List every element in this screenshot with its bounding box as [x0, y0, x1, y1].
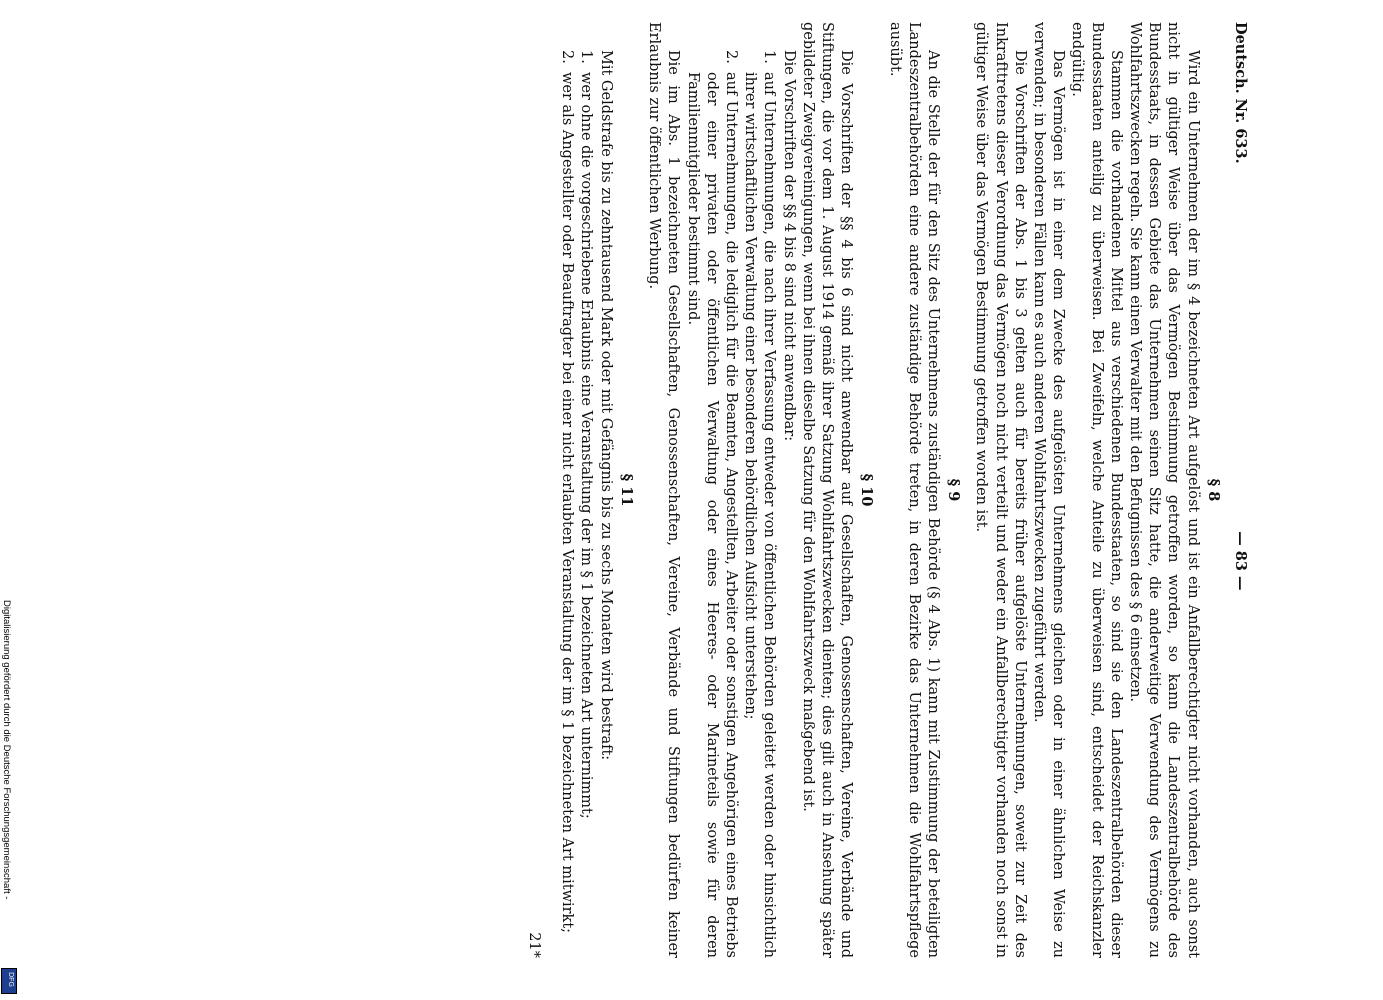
scanned-page: [248, 10, 1258, 970]
digitization-note-text: Digitalisierung gefördert durch die Deutsche Forschungsgemeinschaft -: [1, 600, 12, 900]
digitization-note: [2, 600, 22, 990]
page-header: [1231, 22, 1250, 958]
paragraph: Die Vorschriften der Abs. 1 bis 3 gelten auch für bereits früher aufgelöste Unternehmungen, soweit zur Zeit des Inkrafttretens dieser Verordnung das Vermögen noch nicht verteilt und weder ein Anfallberechtigter vorhanden noch sonst in gültiger Weise über das Vermögen Bestimmung getroffen worden ist.: [973, 22, 1028, 958]
list-item: [557, 50, 576, 958]
section-heading: § 8: [1204, 478, 1222, 502]
paragraph: Die Vorschriften der §§ 4 bis 6 sind nicht anwendbar auf Gesellschaften, Genossenschaften, Vereine, Verbände und Stiftungen, die vor dem 1. August 1914 gemäß ihrer Satzung Wohlfahrtszwecken dienten; dies gilt auch in Ansehung später gebildeter Zweigvereinigungen, wenn bei ihnen dieselbe Satzung für den Wohlfahrtszweck maßgebend ist.: [799, 22, 855, 958]
rotated-page-content: [248, 10, 1258, 970]
page-number: — 83 —: [1232, 531, 1249, 591]
list-number: 2.: [722, 50, 739, 64]
section-heading: § 11: [617, 473, 635, 507]
list-text: wer ohne die vorgeschriebene Erlaubnis eine Veranstaltung der im § 1 bezeichneten Art unternimmt;: [578, 72, 595, 819]
dfg-logo-text: DFG: [6, 972, 14, 987]
paragraph: Das Vermögen ist in einer dem Zwecke des aufgelösten Unternehmens gleichen oder in einer ähnlichen Weise zu verwenden; in besonderen Fällen kann es auch anderen Wohlfahrtszwecken zugeführt werden.: [1030, 22, 1067, 958]
list-item: [576, 50, 595, 958]
list-item: [682, 50, 740, 958]
section-heading: § 10: [858, 473, 876, 507]
paragraph: Wird ein Unternehmen der im § 4 bezeichneten Art aufgelöst und ist ein Anfallberechtigter nicht vorhanden, auch sonst nicht in gültiger Weise über das Vermögen Bestimmung getroffen worden, so kann die Landeszentralbehörde des Bundesstaats, in dessen Gebiete das Unternehmen seinen Sitz hatte, die anderweitige Verwendung des Vermögens zu Wohlfahrtszwecken regeln. Sie kann einen Verwalter mit den Befugnissen des § 6 einsetzen.: [1126, 22, 1201, 958]
list-number: 1.: [761, 50, 778, 64]
list-text: auf Unternehmungen, die nach ihrer Verfassung entweder von öffentlichen Behörden geleitet werden oder hinsichtlich ihrer wirtschaftlichen Verwaltung einer besonderen behördlichen Aufsicht unterstehen;: [742, 72, 778, 958]
section-heading: § 9: [945, 478, 963, 502]
list-number: 1.: [578, 50, 595, 64]
paragraph: Die Vorschriften der §§ 4 bis 8 sind nicht anwendbar:: [780, 50, 797, 442]
paragraph: An die Stelle der für den Sitz des Unternehmens zuständigen Behörde (§ 4 Abs. 1) kann mit Zustimmung der beteiligten Landeszentralbehörden eine andere zuständige Behörde treten, in deren Bezirke das Unternehmen die Wohlfahrtspflege ausübt.: [886, 22, 941, 958]
dfg-logo: [1, 968, 17, 994]
list-number: 2.: [559, 50, 576, 64]
paragraph: Stammen die vorhandenen Mittel aus verschiedenen Bundesstaaten, so sind sie den Landeszentralbehörden dieser Bundesstaaten anteilig zu überweisen. Bei Zweifeln, welche Anteile zu überweisen sind, entscheidet der Reichskanzler endgültig.: [1069, 22, 1124, 958]
signature-mark: 21*: [526, 932, 543, 958]
header-left: Deutsch. Nr. 633.: [1232, 22, 1249, 164]
list-text: auf Unternehmungen, die lediglich für die Beamten, Angestellten, Arbeiter oder sonstigen Angehörigen eines Betriebs oder einer privaten oder öffentlichen Verwaltung oder eines Heeres- oder Marineteils sowie für deren Familienmitglieder bestimmt sind.: [684, 72, 739, 958]
paragraph: Mit Geldstrafe bis zu zehntausend Mark oder mit Gefängnis bis zu sechs Monaten wird bestraft:: [597, 50, 614, 761]
list-item: [740, 50, 778, 958]
list-text: wer als Angestellter oder Beauftragter bei einer nicht erlaubten Veranstaltung der im § 1 bezeichneten Art mitwirkt;: [559, 72, 576, 934]
paragraph: Die im Abs. 1 bezeichneten Gesellschaften, Genossenschaften, Vereine, Verbände und Stiftungen bedürfen keiner Erlaubnis zur öffentlichen Werbung.: [646, 22, 682, 958]
